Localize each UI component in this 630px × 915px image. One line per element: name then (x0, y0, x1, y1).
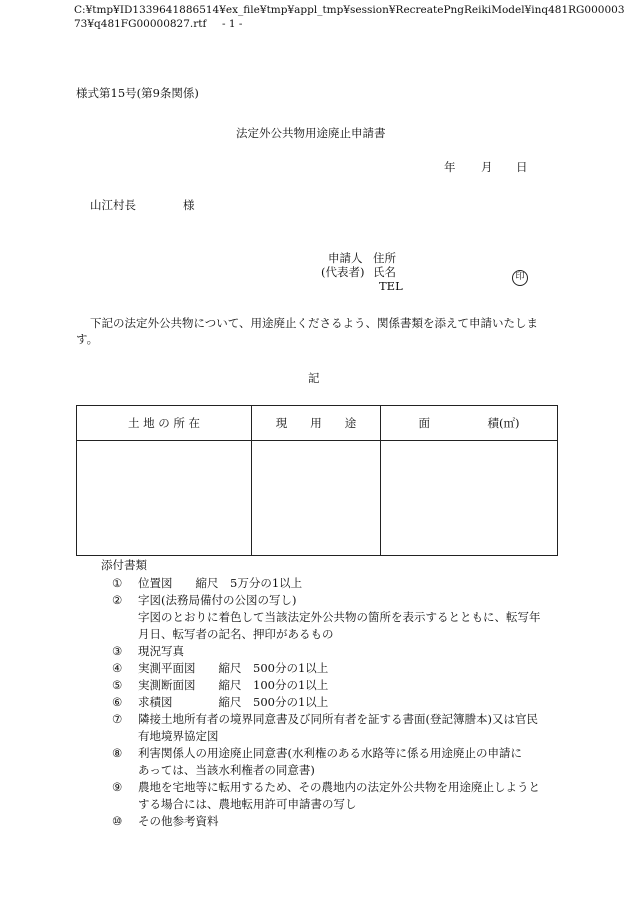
header-location: 土 地 の 所 在 (77, 406, 252, 441)
ki-label: 記 (308, 371, 320, 385)
header-current-use: 現 用 途 (252, 406, 381, 441)
address-label: 住所 (373, 251, 396, 265)
representative-label: (代表者) (321, 265, 365, 279)
page-marker: - 1 - (222, 18, 243, 30)
location-cell[interactable] (77, 441, 252, 556)
attachments-heading: 添付書類 (101, 558, 147, 572)
land-info-table (76, 405, 558, 556)
table-header-row (77, 406, 558, 441)
name-label: 氏名 (373, 265, 396, 279)
date-month-label: 月 (481, 160, 493, 174)
area-cell[interactable] (381, 441, 558, 556)
addressee-honorific: 様 (183, 198, 195, 212)
addressee-name: 山江村長 (90, 198, 136, 212)
form-number: 様式第15号(第9条関係) (76, 86, 199, 100)
file-path-line2: 73¥q481FG00000827.rtf (74, 18, 207, 30)
tel-label: TEL (379, 279, 403, 293)
body-text-line2: す。 (76, 332, 99, 346)
applicant-label: 申請人 (328, 251, 363, 265)
file-path-line1: C:¥tmp¥ID1339641886514¥ex_file¥tmp¥appl_tmp¥session¥RecreatePngReikiModel¥inq481RG000003 (74, 4, 625, 16)
body-text-line1: 下記の法定外公共物について、用途廃止くださるよう、関係書類を添えて申請いたしま (90, 316, 539, 330)
table-row (77, 441, 558, 556)
document-title: 法定外公共物用途廃止申請書 (236, 126, 386, 140)
date-day-label: 日 (516, 160, 528, 174)
seal-mark (512, 264, 528, 286)
header-area: 面 積(㎡) (381, 406, 558, 441)
seal-text: 印 (512, 270, 528, 286)
current-use-cell[interactable] (252, 441, 381, 556)
date-year-label: 年 (444, 160, 456, 174)
